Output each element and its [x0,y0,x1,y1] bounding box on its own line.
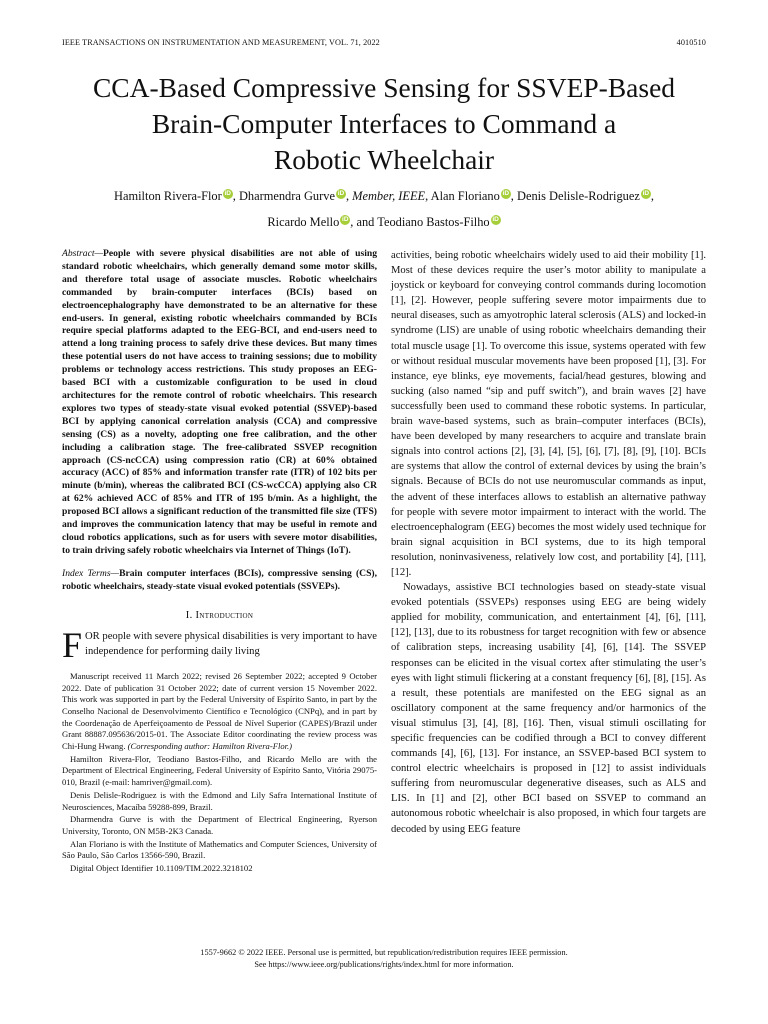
abstract-text: People with severe physical disabilities are not able of using standard robotic wheelchairs, which generally demand some motor skills, and therefore total usage of associate muscles. Robotic wheelchairs commanded by brain-computer interfaces (BCIs) based on electroencephalography have demonstrated to be an alternative for these end-users. In general, existing robotic wheelchairs commanded by BCIs require special platforms adapted to the EEG-BCI, and end-users need to attend a long training process to safely drive these devices. But many times these potential users do not have access to training sessions; due to mobility problems or technology access restrictions. This study proposes an EEG-based BCI with a customizable configuration to be used in cloud architectures for the remote control of robotic wheelchairs. This research explores two types of steady-state visual evoked potential (SSVEP)-based BCI by applying canonical correlation analysis (CCA) and compressive sensing (CS) as a novelty, adopting one free calibration, and the other including a calibration stage. The free-calibrated SSVEP recognition approach (CS-ncCCA) using compression ratio (CR) at 60% obtained accuracy (ACC) of 85% and information transfer rate (ITR) of 102 bits per minute (b/min), whereas the calibrated BCI (CS-wcCCA) applying also CR at 62% achieved ACC of 85% and ITR of 195 b/min. As a highlight, the proposed BCI allows a significant reduction of the transmitted file size (TFS) and improves the communication latency that may be useful in remote and cloud robotics applications, such as for users with severe motor disabilities, to train driving safely robotic wheelchairs via Internet of Things (IoT). [62,248,377,556]
journal-name: IEEE TRANSACTIONS ON INSTRUMENTATION AND MEASUREMENT, VOL. 71, 2022 [62,38,380,47]
author-name: Dharmendra Gurve [238,189,335,203]
left-column [62,248,377,876]
article-number: 4010510 [676,38,706,47]
right-column [391,248,706,837]
drop-cap: F [62,624,83,665]
index-terms-label: Index Terms— [62,567,120,579]
copyright-line: 1557-9662 © 2022 IEEE. Personal use is permitted, but republication/redistribution requires IEEE permission. [200,948,568,957]
orcid-icon[interactable]: iD [342,216,349,223]
footnote-doi[interactable]: Digital Object Identifier 10.1109/TIM.2022.3218102 [70,863,253,874]
footnote-affiliation: Denis Delisle-Rodriguez is with the Edmond and Lily Safra International Institute of Neurosciences, Macaíba 59288-899, Brazil. [62,789,377,812]
title-line-2: Brain-Computer Interfaces to Command a [151,108,617,139]
footnote-affiliation: Hamilton Rivera-Flor, Teodiano Bastos-Filho, and Ricardo Mello are with the Department of Electrical Engineering, Federal University of Espírito Santo, Vitória 29075-010, Brazil (e-mail: hamriver@gmail.com). [62,753,377,788]
footnote-affiliation: Dharmendra Gurve is with the Department of Electrical Engineering, Ryerson University, Toronto, ON M5B-2K3 Canada. [62,814,377,836]
footnote-manuscript: Manuscript received 11 March 2022; revised 26 September 2022; accepted 9 October 2022. Date of publication 31 October 2022; date of current version 15 November 2022. This work was supported in part by the Federal University of Espírito Santo, in part by the Conselho Nacional de Desenvolvimento Científico e Tecnológico (CNPq), and in part by the Coordenação de Aperfeiçoamento de Pessoal de Nível Superior (CAPES)/Brazil under Grant 88887.095636/2015-01. The Associate Editor coordinating the review process was Chi-Hung Hwang. (Corresponding author: Hamilton Rivera-Flor.) [62,670,377,752]
body-paragraph: Nowadays, assistive BCI technologies based on steady-state visual evoked potentials (SSVEPs) responses using EEG are being widely applied for mobility, communication, and entertainment [4], [6], [11], [12], [13], due to its robustness for target recognition with few or absence of calibration steps, increasing usability [4], [6], [14]. The SSVEP responses can be elicited in the visual cortex after stimulating the user’s eyes with light stimuli flickering at a constant frequency [6], [8], [15]. As a result, these potentials are manifested on the EEG signal as an oscillatory component at the same frequency and/or harmonics of the visual stimulus [3], [4], [8], [16]. Then, visual stimuli oscillating for specific frequencies can be codified through a BCI to convey different commands [4], [6], [13]. For instance, an SSVEP-based BCI system to control electric wheelchairs is proposed in [12] to assist individuals suffering from neuromuscular degenerative diseases, such as ALS and LIS. In [1] and [2], other BCI based on SSVEP to command an autonomous robotic wheelchair is also proposed, in which four targets are decoded by using EEG feature [391,582,706,835]
index-terms-text: Brain computer interfaces (BCIs), compressive sensing (CS), robotic wheelchairs, steady-state visual evoked potentials (SSVEPs). [62,567,378,592]
running-header [62,38,706,52]
author-line-2: Ricardo Mello iD , and Teodiano Bastos-Filho iD [267,215,499,229]
copyright-footer [40,947,728,970]
orcid-icon[interactable]: iD [502,190,510,197]
abstract-label: Abstract— [62,248,104,259]
author-name: Teodiano Bastos-Filho [377,215,490,229]
author-line-1: Hamilton Rivera-Flor iD , Dharmendra Gurve iD , Member, IEEE, Alan Floriano iD , Denis Delisle-Rodriguez iD , [114,189,654,203]
author-name: Denis Delisle-Rodriguez [517,189,640,203]
rights-link[interactable]: See https://www.ieee.org/publications/rights/index.html for more information. [254,959,514,969]
author-name: Alan Floriano [430,189,500,203]
footnotes [62,671,377,875]
author-name: Ricardo Mello [267,215,340,229]
intro-text: OR people with severe physical disabilities is very important to have independence for performing daily living [85,630,377,657]
orcid-icon[interactable]: iD [337,190,345,197]
body-paragraph: activities, being robotic wheelchairs widely used to aid their mobility [1]. Most of these devices require the user’s motor ability to manipulate a joystick or keyboard for conveying control commands during locomotion [1], [2]. However, people suffering severe motor impairments due to neural diseases, such as amyotrophic lateral sclerosis (ALS) and locked-in syndrome (LIS) are unable of using robotic wheelchairs demanding their total muscle usage [1]. To overcome this issue, systems operated with few or without residual muscular movements have been proposed [1], [3]. For instance, eye blinks, eye movements, facial/head gestures, blowing and sucking (also named “sip and puff switch”), and brain waves [2] have successfully been used to command these robotic systems. In particular, brain wave-based systems, such as brain–computer interfaces (BCIs), have been developed by many researchers to acquire and translate brain signals into control actions [2], [3], [4], [5], [6], [7], [8], [9], [10]. BCIs are systems that allow the control of external devices by using the brain’s signals. Because of BCIs do not use neuromuscular commands as input, the advent of these interfaces allows to establish an alternative pathway for people with severe motor impairment to interact with the world. The electroencephalogram (EEG) becomes the most widely used technique for brain signal acquisition in BCI systems, due to its high temporal resolution, noninvasiveness, relatively low cost, and portability [4], [11], [12]. [391,250,706,578]
index-terms [62,568,377,594]
abstract [62,248,377,558]
author-membership: Member, IEEE [352,189,426,203]
orcid-icon[interactable]: iD [642,190,650,197]
title-line-1: CCA-Based Compressive Sensing for SSVEP-Based [92,72,676,103]
orcid-icon[interactable]: iD [224,190,231,197]
footnote-affiliation: Alan Floriano is with the Institute of Mathematics and Computer Sciences, University of São Paulo, São Carlos 13566-590, Brazil. [62,838,377,861]
paper-title [40,70,728,178]
section-heading-introduction: I. Introduction [185,609,254,621]
title-line-3: Robotic Wheelchair [273,144,495,175]
orcid-icon[interactable]: iD [492,216,499,223]
intro-paragraph [62,624,377,665]
author-name: Hamilton Rivera-Flor [114,189,222,203]
author-list [50,183,718,235]
